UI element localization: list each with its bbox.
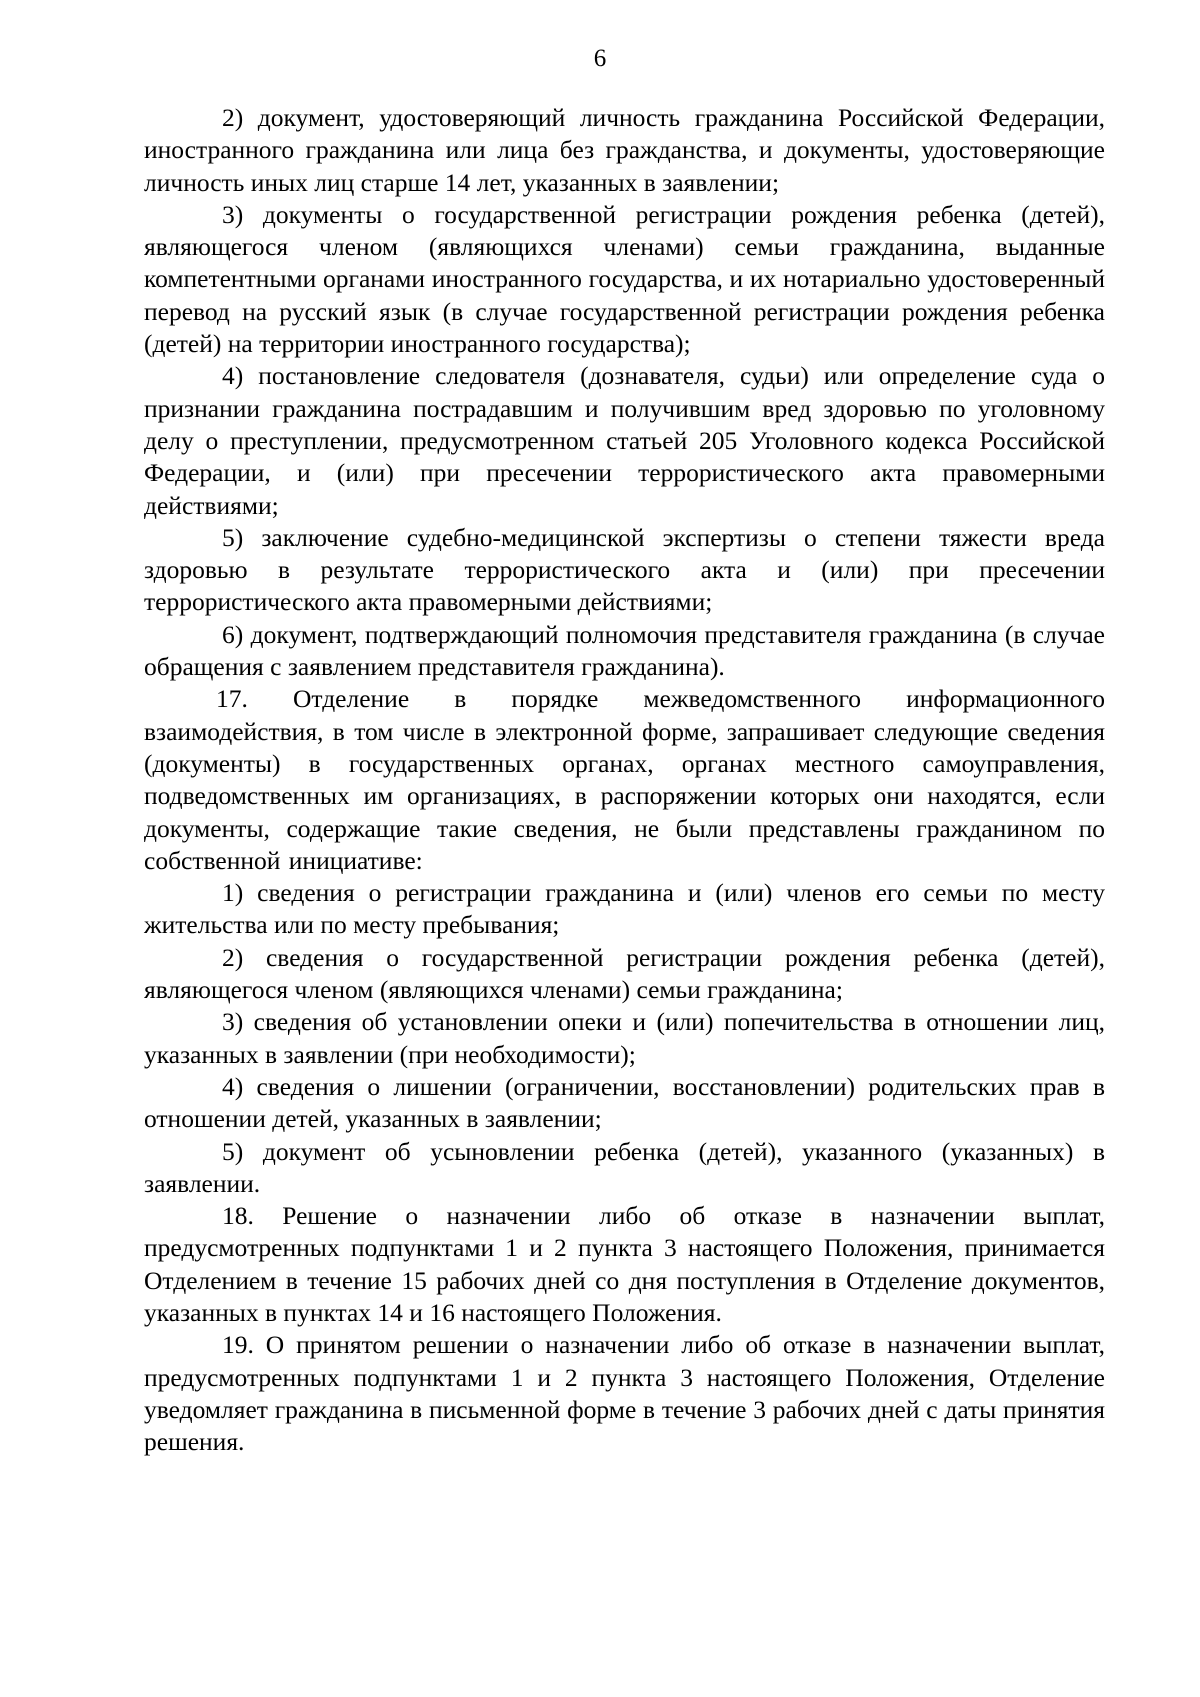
- paragraph-item-6-representative-authority: 6) документ, подтверждающий полномочия представителя гражданина (в случае обращения с заявлением представителя гражданина).: [144, 619, 1105, 682]
- paragraph-item-4-investigator-resolution: 4) постановление следователя (дознавателя, судьи) или определение суда о признании гражданина пострадавшим и получившим вред здоровью по уголовному делу о преступлении, предусмотренном статьей 205 Уголовного кодекса Российской Федерации, и (или) при пресечении террористического акта правомерными действиями;: [144, 361, 1105, 520]
- paragraph-item-5-forensic-conclusion: 5) заключение судебно-медицинской экспертизы о степени тяжести вреда здоровью в результате террористического акта и (или) при пресечении террористического акта правомерными действиями;: [144, 522, 1105, 617]
- paragraph-section-19: 19. О принятом решении о назначении либо об отказе в назначении выплат, предусмотренных подпунктами 1 и 2 пункта 3 настоящего Положения, Отделение уведомляет гражданина в письменной форме в течение 3 рабочих дней с даты принятия решения.: [144, 1330, 1105, 1457]
- paragraph-17-item-1-registration: 1) сведения о регистрации гражданина и (или) членов его семьи по месту жительства или по месту пребывания;: [144, 878, 1105, 940]
- paragraph-section-17: 17. Отделение в порядке межведомственного информационного взаимодействия, в том числе в электронной форме, запрашивает следующие сведения (документы) в государственных органах, органах местного самоуправления, подведомственных им организациях, в распоряжении которых они находятся, если документы, содержащие такие сведения, не были представлены гражданином по собственной инициативе:: [144, 684, 1105, 875]
- document-body: [144, 102, 1105, 1458]
- paragraph-section-18: 18. Решение о назначении либо об отказе в назначении выплат, предусмотренных подпунктами 1 и 2 пункта 3 настоящего Положения, принимается Отделением в течение 15 рабочих дней со дня поступления в Отделение документов, указанных в пунктах 14 и 16 настоящего Положения.: [144, 1201, 1105, 1327]
- page-number: 6: [593, 45, 607, 72]
- paragraph-17-item-2-birth-registration: 2) сведения о государственной регистрации рождения ребенка (детей), являющегося членом (являющихся членами) семьи гражданина;: [144, 942, 1105, 1005]
- paragraph-item-2-identity-document: 2) документ, удостоверяющий личность гражданина Российской Федерации, иностранного гражданина или лица без гражданства, и документы, удостоверяющие личность иных лиц старше 14 лет, указанных в заявлении;: [144, 103, 1105, 197]
- paragraph-item-3-birth-registration: 3) документы о государственной регистрации рождения ребенка (детей), являющегося членом (являющихся членами) семьи гражданина, выданные компетентными органами иностранного государства, и их нотариально удостоверенный перевод на русский язык (в случае государственной регистрации рождения ребенка (детей) на территории иностранного государства);: [144, 199, 1105, 359]
- paragraph-17-item-4-parental-rights: 4) сведения о лишении (ограничении, восстановлении) родительских прав в отношении детей, указанных в заявлении;: [144, 1071, 1105, 1134]
- paragraph-17-item-5-adoption: 5) документ об усыновлении ребенка (детей), указанного (указанных) в заявлении.: [144, 1136, 1105, 1198]
- paragraph-17-item-3-guardianship: 3) сведения об установлении опеки и (или) попечительства в отношении лиц, указанных в заявлении (при необходимости);: [144, 1007, 1105, 1069]
